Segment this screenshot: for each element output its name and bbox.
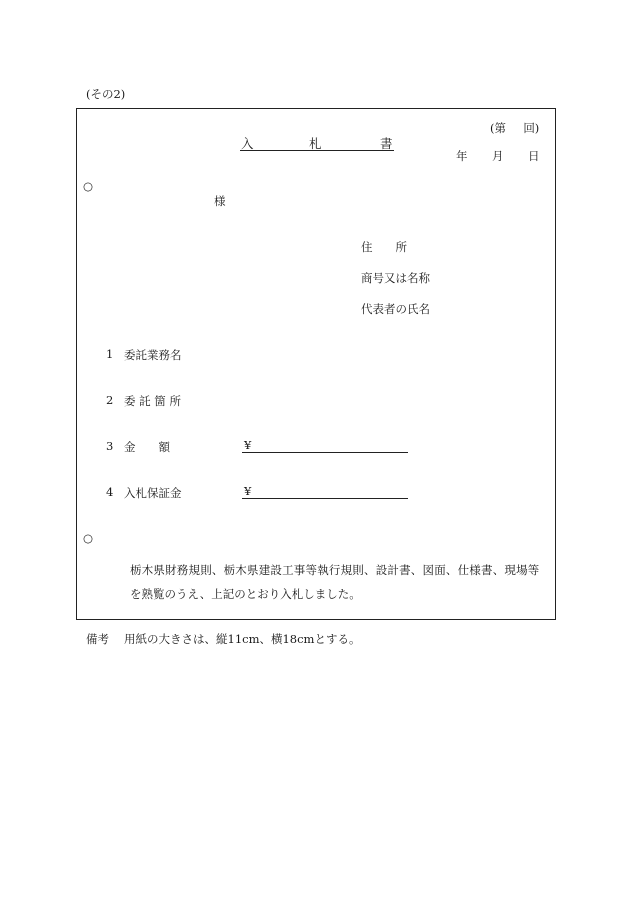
date-year: 年 (456, 149, 468, 163)
bidder-address-text: 住 所 (361, 240, 407, 254)
bidder-representative-label: 代表者の氏名 (361, 302, 430, 316)
item-number: 3 (106, 439, 114, 453)
bidder-address-label (361, 239, 433, 255)
bidder-company-label: 商号又は名称 (361, 271, 430, 285)
item-label-location: 委 託 箇 所 (124, 394, 181, 408)
title-char-2: 札 (309, 136, 322, 151)
form-label: (その2) (86, 87, 126, 101)
remarks-label: 備考 (86, 632, 109, 646)
item-label-bid-bond: 入札保証金 (124, 486, 182, 500)
title-char-3: 書 (380, 136, 393, 151)
item-number: 1 (106, 347, 114, 361)
date-month: 月 (492, 149, 504, 163)
addressee-honorific: 様 (214, 194, 226, 208)
document-title (240, 134, 394, 151)
round-number-label (490, 120, 539, 136)
title-char-1: 入 (241, 136, 254, 151)
amount-currency-symbol: ¥ (244, 438, 252, 452)
amount-entry-line[interactable] (242, 452, 408, 453)
item-label-amount: 金 額 (124, 440, 170, 454)
item-label-business-name: 委託業務名 (124, 348, 182, 362)
remarks-text: 用紙の大きさは、縦11cm、横18cmとする。 (124, 632, 361, 646)
bid-bond-currency-symbol: ¥ (244, 484, 252, 498)
form-frame (76, 108, 556, 620)
addressee-marker: ○ (83, 179, 94, 193)
date-day: 日 (528, 149, 540, 163)
declaration-marker: ○ (83, 531, 94, 545)
round-number-close: 回) (523, 121, 540, 135)
declaration-line-1: 栃木県財務規則、栃木県建設工事等執行規則、設計書、図面、仕様書、現場等 (130, 563, 540, 577)
bid-bond-entry-line[interactable] (242, 498, 408, 499)
declaration-line-2: を熟覧のうえ、上記のとおり入札しました。 (130, 587, 361, 601)
item-number: 4 (106, 485, 114, 499)
round-number-open: (第 (490, 121, 506, 135)
item-number: 2 (106, 393, 114, 407)
